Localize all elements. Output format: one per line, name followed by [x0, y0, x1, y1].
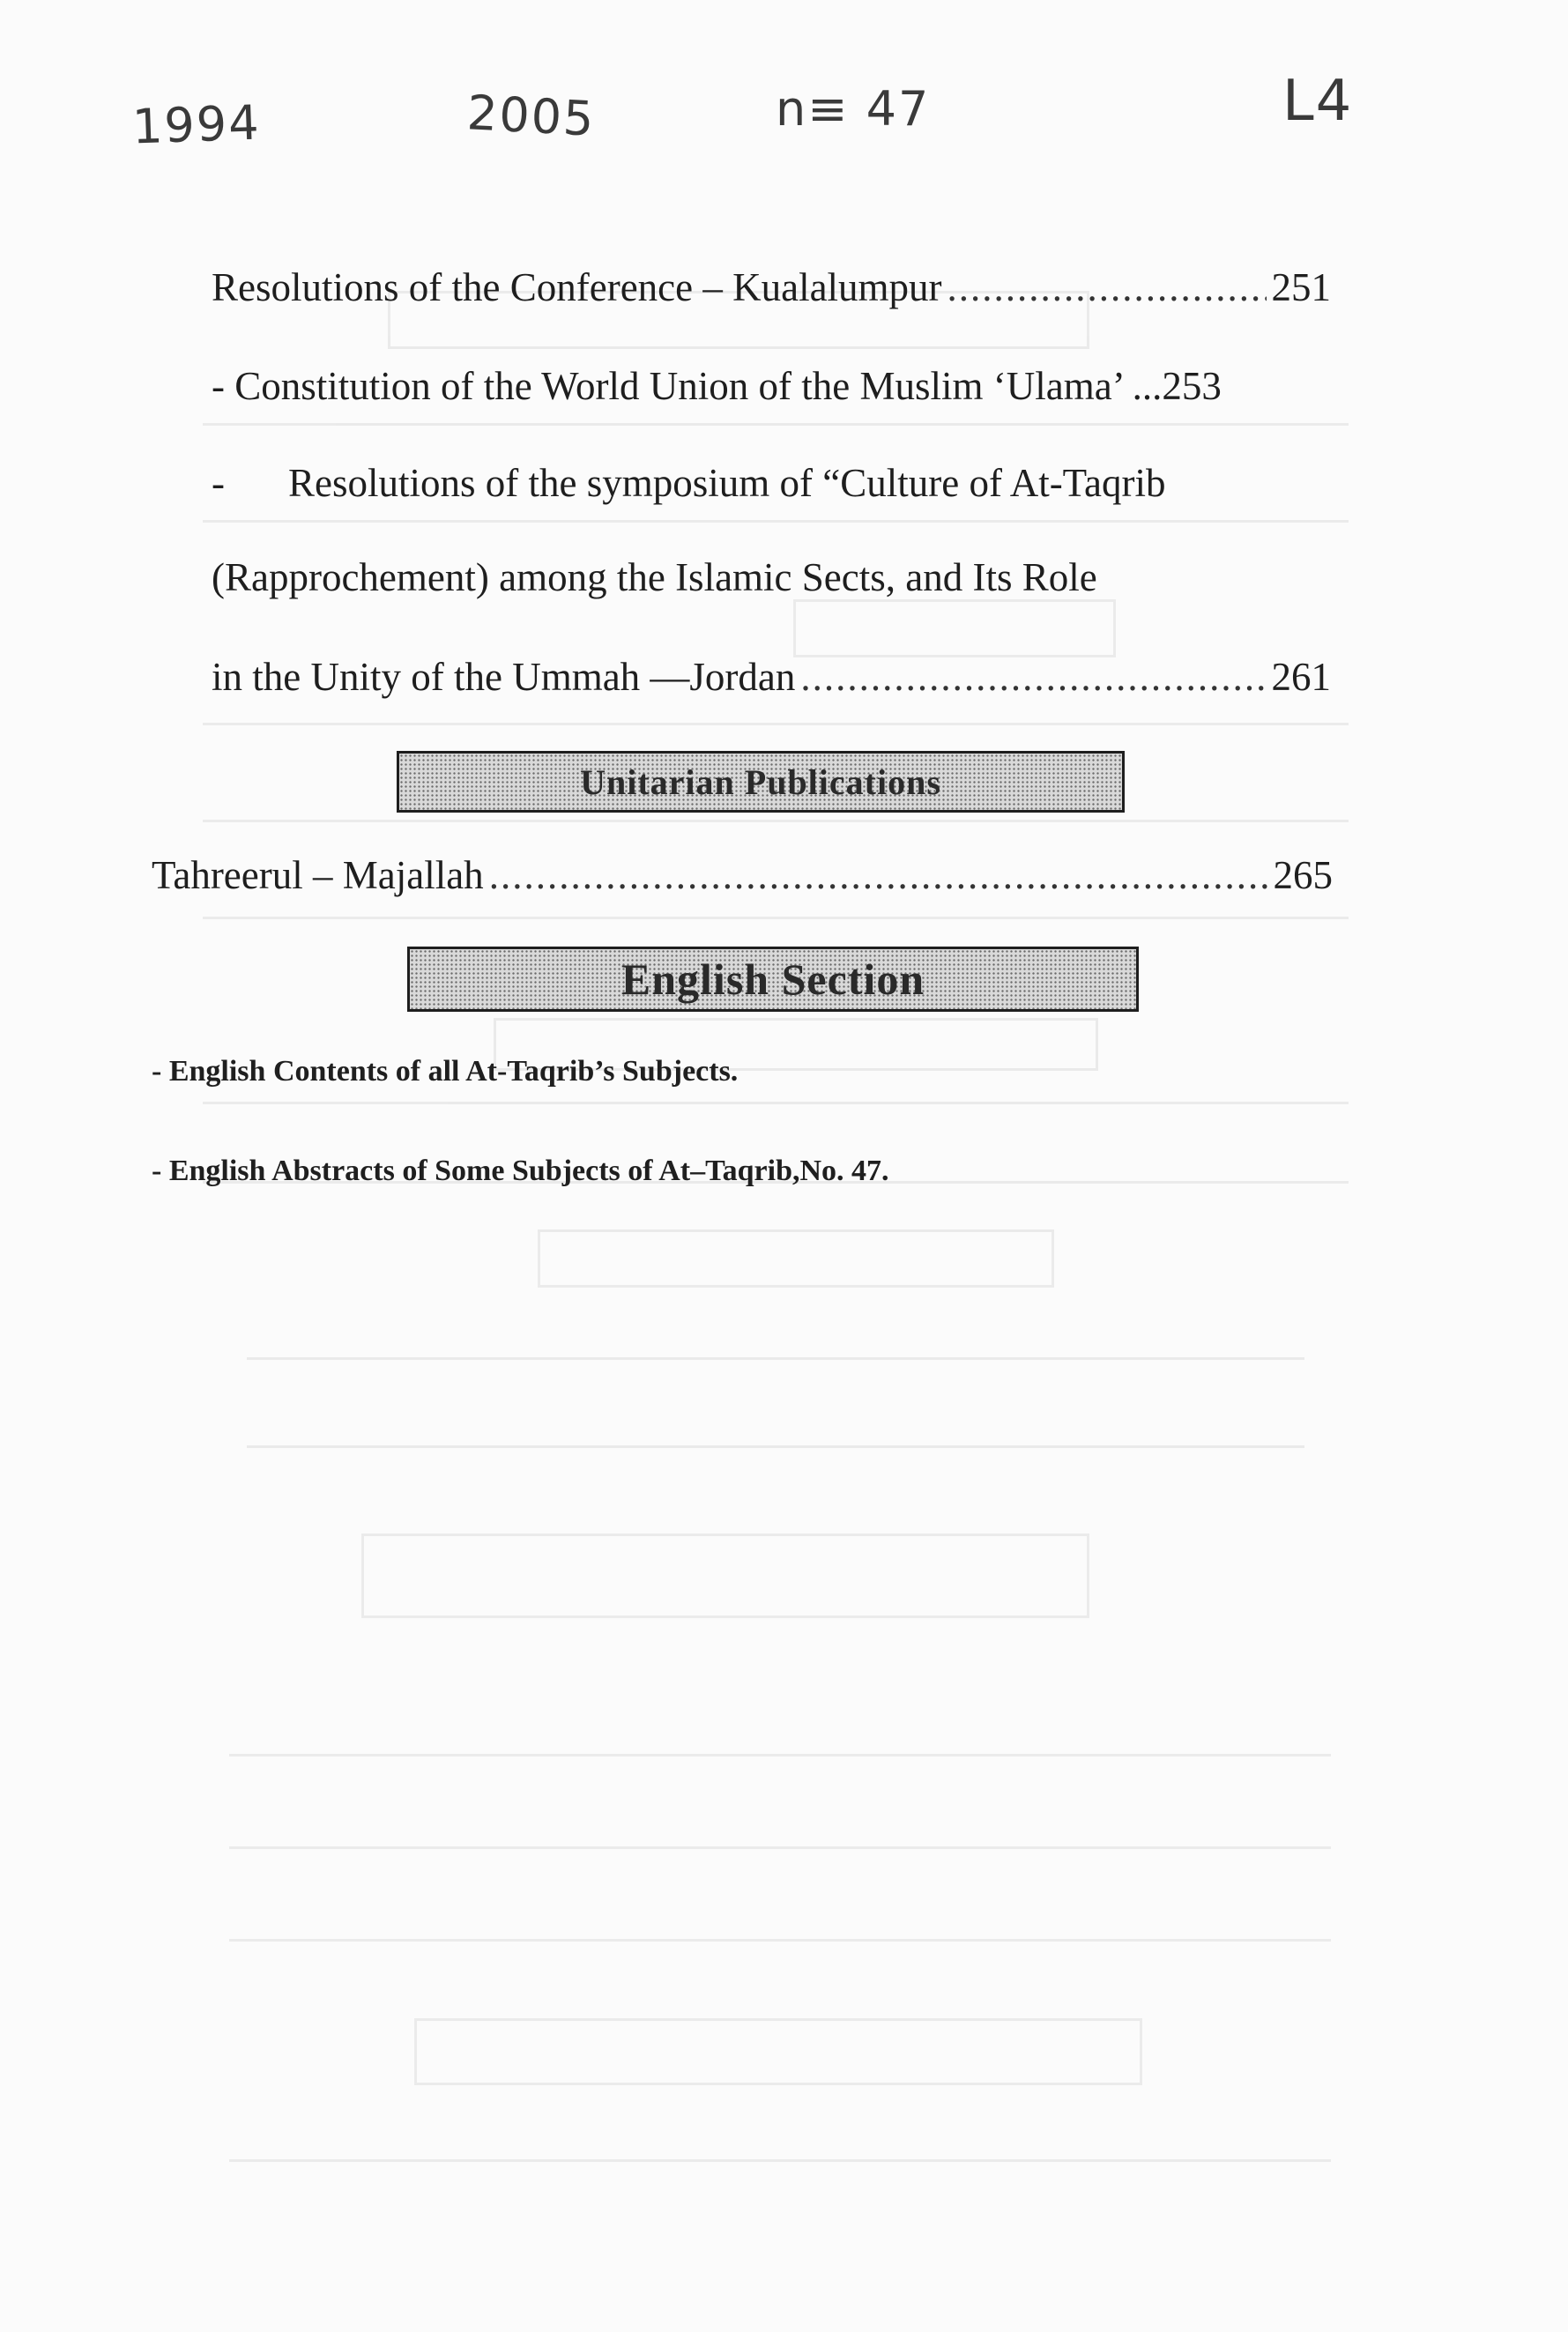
section-title: English Section	[621, 954, 925, 1004]
handwritten-code: L4	[1282, 69, 1354, 134]
section-header-unitarian	[397, 751, 1125, 813]
toc-entry-title-line2: (Rapprochement) among the Islamic Sects, and Its Role	[212, 555, 1097, 599]
toc-entry-title-line3: in the Unity of the Ummah —Jordan	[212, 655, 796, 699]
toc-entry	[152, 850, 1333, 900]
handwritten-year: 1994	[130, 94, 262, 155]
toc-entry-title: Resolutions of the Conference – Kualalumpur	[212, 265, 942, 309]
toc-entry-title-line1: Resolutions of the symposium of “Culture of At-Taqrib	[288, 461, 1166, 505]
toc-entry-line	[212, 458, 1166, 508]
dot-leader	[800, 652, 1266, 702]
english-item: - English Abstracts of Some Subjects of At–Taqrib,No. 47.	[152, 1155, 889, 1187]
toc-entry-page: 253	[1162, 364, 1222, 408]
toc-entry	[212, 652, 1331, 702]
handwritten-year-2: 2005	[465, 85, 597, 147]
toc-entry	[212, 361, 1333, 411]
toc-entry-page: 251	[1271, 265, 1331, 309]
toc-entry-page: 265	[1273, 853, 1333, 897]
section-header-english	[407, 947, 1139, 1012]
english-item: - English Contents of all At-Taqrib’s Subjects.	[152, 1055, 739, 1088]
dot-leader	[947, 263, 1267, 312]
toc-entry-line	[212, 553, 1097, 602]
handwritten-issue-number: n≡ 47	[776, 81, 931, 137]
section-title: Unitarian Publications	[580, 761, 941, 802]
toc-entry-dash: -	[212, 461, 225, 505]
dot-leader	[489, 850, 1268, 900]
toc-entry-title: - Constitution of the World Union of the Muslim ‘Ulama’ ...	[212, 364, 1163, 408]
toc-entry	[212, 263, 1331, 312]
toc-entry-title: Tahreerul – Majallah	[152, 853, 484, 897]
toc-entry-page: 261	[1271, 655, 1331, 699]
